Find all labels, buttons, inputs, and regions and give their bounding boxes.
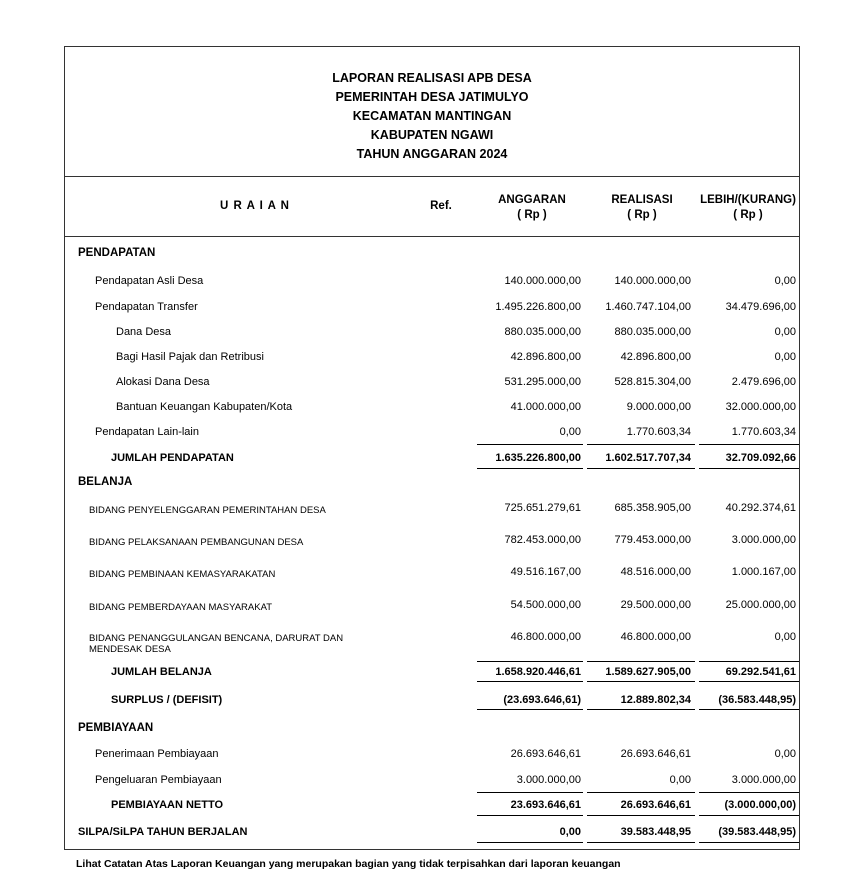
header-realisasi-unit: ( Rp ) xyxy=(627,209,657,221)
footer-note: Lihat Catatan Atas Laporan Keuangan yang merupakan bagian yang tidak terpisahkan dari laporan keuangan xyxy=(76,858,621,870)
rule-line xyxy=(477,792,583,793)
lebih-value: 40.292.374,61 xyxy=(725,502,796,514)
rule-line xyxy=(477,661,583,662)
header-realisasi-label: REALISASI xyxy=(611,194,673,206)
rule-line xyxy=(477,842,583,843)
row-label: Pendapatan Transfer xyxy=(95,301,198,313)
realisasi-value: 1.460.747.104,00 xyxy=(605,301,691,313)
realisasi-value: 12.889.802,34 xyxy=(620,694,691,706)
rule-line xyxy=(477,444,583,445)
anggaran-value: 46.800.000,00 xyxy=(510,631,581,643)
rule-line xyxy=(587,792,695,793)
row-label: Penerimaan Pembiayaan xyxy=(95,748,219,760)
anggaran-value: 725.651.279,61 xyxy=(504,502,581,514)
anggaran-value: 23.693.646,61 xyxy=(510,799,581,811)
total-row xyxy=(65,799,799,821)
surplus-row xyxy=(65,694,799,716)
rule-line xyxy=(699,444,799,445)
row-label: JUMLAH PENDAPATAN xyxy=(111,452,234,464)
rule-line xyxy=(587,444,695,445)
anggaran-value: 1.635.226.800,00 xyxy=(495,452,581,464)
report-government: PEMERINTAH DESA JATIMULYO xyxy=(335,90,529,104)
rule-line xyxy=(587,661,695,662)
rule-line xyxy=(587,842,695,843)
row-label: Pendapatan Lain-lain xyxy=(95,426,199,438)
header-ref: Ref. xyxy=(430,200,452,212)
realisasi-value: 26.693.646,61 xyxy=(620,799,691,811)
lebih-value: 34.479.696,00 xyxy=(725,301,796,313)
row-label: BIDANG PENYELENGGARAN PEMERINTAHAN DESA xyxy=(89,505,326,516)
anggaran-value: 782.453.000,00 xyxy=(504,534,581,546)
lebih-value: 0,00 xyxy=(774,631,796,643)
anggaran-value: 42.896.800,00 xyxy=(510,351,581,363)
lebih-value: (39.583.448,95) xyxy=(718,826,796,838)
realisasi-value: 528.815.304,00 xyxy=(614,376,691,388)
total-row xyxy=(65,452,799,474)
row-label-line1: BIDANG PENANGGULANGAN BENCANA, DARURAT DAN xyxy=(89,633,344,644)
realisasi-value: 140.000.000,00 xyxy=(614,275,691,287)
rule-line xyxy=(587,681,695,682)
realisasi-value: 1.589.627.905,00 xyxy=(605,666,691,678)
table-row xyxy=(65,748,799,770)
table-row xyxy=(65,631,799,659)
report-title: LAPORAN REALISASI APB DESA xyxy=(332,71,532,85)
rule-line xyxy=(587,468,695,469)
realisasi-value: 685.358.905,00 xyxy=(614,502,691,514)
lebih-value: 0,00 xyxy=(774,351,796,363)
lebih-value: 0,00 xyxy=(774,275,796,287)
lebih-value: (3.000.000,00) xyxy=(724,799,796,811)
section-pendapatan xyxy=(65,247,799,269)
realisasi-value: 42.896.800,00 xyxy=(620,351,691,363)
report-regency: KABUPATEN NGAWI xyxy=(370,128,494,142)
realisasi-value: 26.693.646,61 xyxy=(620,748,691,760)
report-fiscal-year: TAHUN ANGGARAN 2024 xyxy=(356,147,508,161)
rule-line xyxy=(699,792,799,793)
lebih-value: 32.000.000,00 xyxy=(725,401,796,413)
row-label: SILPA/SiLPA TAHUN BERJALAN xyxy=(78,826,248,838)
anggaran-value: 0,00 xyxy=(559,826,581,838)
section-pembiayaan xyxy=(65,722,799,744)
anggaran-value: (23.693.646,61) xyxy=(503,694,581,706)
lebih-value: 69.292.541,61 xyxy=(725,666,796,678)
table-row xyxy=(65,502,799,524)
row-label-line2: MENDESAK DESA xyxy=(89,644,171,655)
anggaran-value: 26.693.646,61 xyxy=(510,748,581,760)
rule-line xyxy=(699,815,799,816)
table-row xyxy=(65,401,799,423)
table-row xyxy=(65,351,799,373)
anggaran-value: 140.000.000,00 xyxy=(504,275,581,287)
realisasi-value: 1.602.517.707,34 xyxy=(605,452,691,464)
table-row xyxy=(65,301,799,323)
anggaran-value: 3.000.000,00 xyxy=(516,774,581,786)
row-label: Bantuan Keuangan Kabupaten/Kota xyxy=(116,401,293,413)
rule-line xyxy=(699,709,799,710)
anggaran-value: 54.500.000,00 xyxy=(510,599,581,611)
table-row xyxy=(65,599,799,621)
silpa-row xyxy=(65,826,799,848)
lebih-value: 25.000.000,00 xyxy=(725,599,796,611)
lebih-value: 1.000.167,00 xyxy=(731,566,796,578)
lebih-value: 2.479.696,00 xyxy=(731,376,796,388)
rule-line xyxy=(587,815,695,816)
report-frame xyxy=(64,46,800,850)
lebih-value: 3.000.000,00 xyxy=(731,774,796,786)
rule-line xyxy=(587,709,695,710)
table-row xyxy=(65,376,799,398)
section-belanja xyxy=(65,476,799,498)
lebih-value: 0,00 xyxy=(774,748,796,760)
header-anggaran-unit: ( Rp ) xyxy=(517,209,547,221)
table-row xyxy=(65,275,799,297)
header-lebih-label: LEBIH/(KURANG) xyxy=(700,194,796,206)
anggaran-value: 880.035.000,00 xyxy=(504,326,581,338)
realisasi-value: 1.770.603,34 xyxy=(626,426,691,438)
realisasi-value: 46.800.000,00 xyxy=(620,631,691,643)
anggaran-value: 49.516.167,00 xyxy=(510,566,581,578)
rule-line xyxy=(477,681,583,682)
realisasi-value: 880.035.000,00 xyxy=(614,326,691,338)
rule-line xyxy=(699,468,799,469)
lebih-value: (36.583.448,95) xyxy=(718,694,796,706)
total-row xyxy=(65,666,799,688)
rule-line xyxy=(699,681,799,682)
anggaran-value: 0,00 xyxy=(559,426,581,438)
row-label: Alokasi Dana Desa xyxy=(116,376,210,388)
header-lebih-unit: ( Rp ) xyxy=(733,209,763,221)
section-label: BELANJA xyxy=(78,476,133,488)
header-uraian: U R A I A N xyxy=(220,200,290,212)
row-label: Dana Desa xyxy=(116,326,172,338)
rule-line xyxy=(699,842,799,843)
realisasi-value: 0,00 xyxy=(669,774,691,786)
realisasi-value: 779.453.000,00 xyxy=(614,534,691,546)
anggaran-value: 1.495.226.800,00 xyxy=(495,301,581,313)
report-district: KECAMATAN MANTINGAN xyxy=(352,109,512,123)
rule-line xyxy=(477,815,583,816)
row-label: Pengeluaran Pembiayaan xyxy=(95,774,222,786)
realisasi-value: 29.500.000,00 xyxy=(620,599,691,611)
table-body xyxy=(65,47,799,849)
realisasi-value: 48.516.000,00 xyxy=(620,566,691,578)
row-label: BIDANG PEMBERDAYAAN MASYARAKAT xyxy=(89,602,273,613)
rule-line xyxy=(699,661,799,662)
row-label: SURPLUS / (DEFISIT) xyxy=(111,694,223,706)
lebih-value: 32.709.092,66 xyxy=(725,452,796,464)
anggaran-value: 531.295.000,00 xyxy=(504,376,581,388)
rule-line xyxy=(477,468,583,469)
row-label: Bagi Hasil Pajak dan Retribusi xyxy=(116,351,264,363)
realisasi-value: 9.000.000,00 xyxy=(626,401,691,413)
table-row xyxy=(65,534,799,556)
header-anggaran-label: ANGGARAN xyxy=(498,194,566,206)
row-label: PEMBIAYAAN NETTO xyxy=(111,799,224,811)
row-label: BIDANG PELAKSANAAN PEMBANGUNAN DESA xyxy=(89,537,304,548)
lebih-value: 1.770.603,34 xyxy=(731,426,796,438)
section-label: PENDAPATAN xyxy=(78,247,156,259)
row-label: JUMLAH BELANJA xyxy=(111,666,212,678)
row-label xyxy=(89,633,343,655)
anggaran-value: 1.658.920.446,61 xyxy=(495,666,581,678)
section-label: PEMBIAYAAN xyxy=(78,722,154,734)
rule-line xyxy=(477,709,583,710)
realisasi-value: 39.583.448,95 xyxy=(620,826,691,838)
row-label: BIDANG PEMBINAAN KEMASYARAKATAN xyxy=(89,569,276,580)
anggaran-value: 41.000.000,00 xyxy=(510,401,581,413)
row-label: Pendapatan Asli Desa xyxy=(95,275,204,287)
table-row xyxy=(65,326,799,348)
lebih-value: 3.000.000,00 xyxy=(731,534,796,546)
table-row xyxy=(65,566,799,588)
lebih-value: 0,00 xyxy=(774,326,796,338)
